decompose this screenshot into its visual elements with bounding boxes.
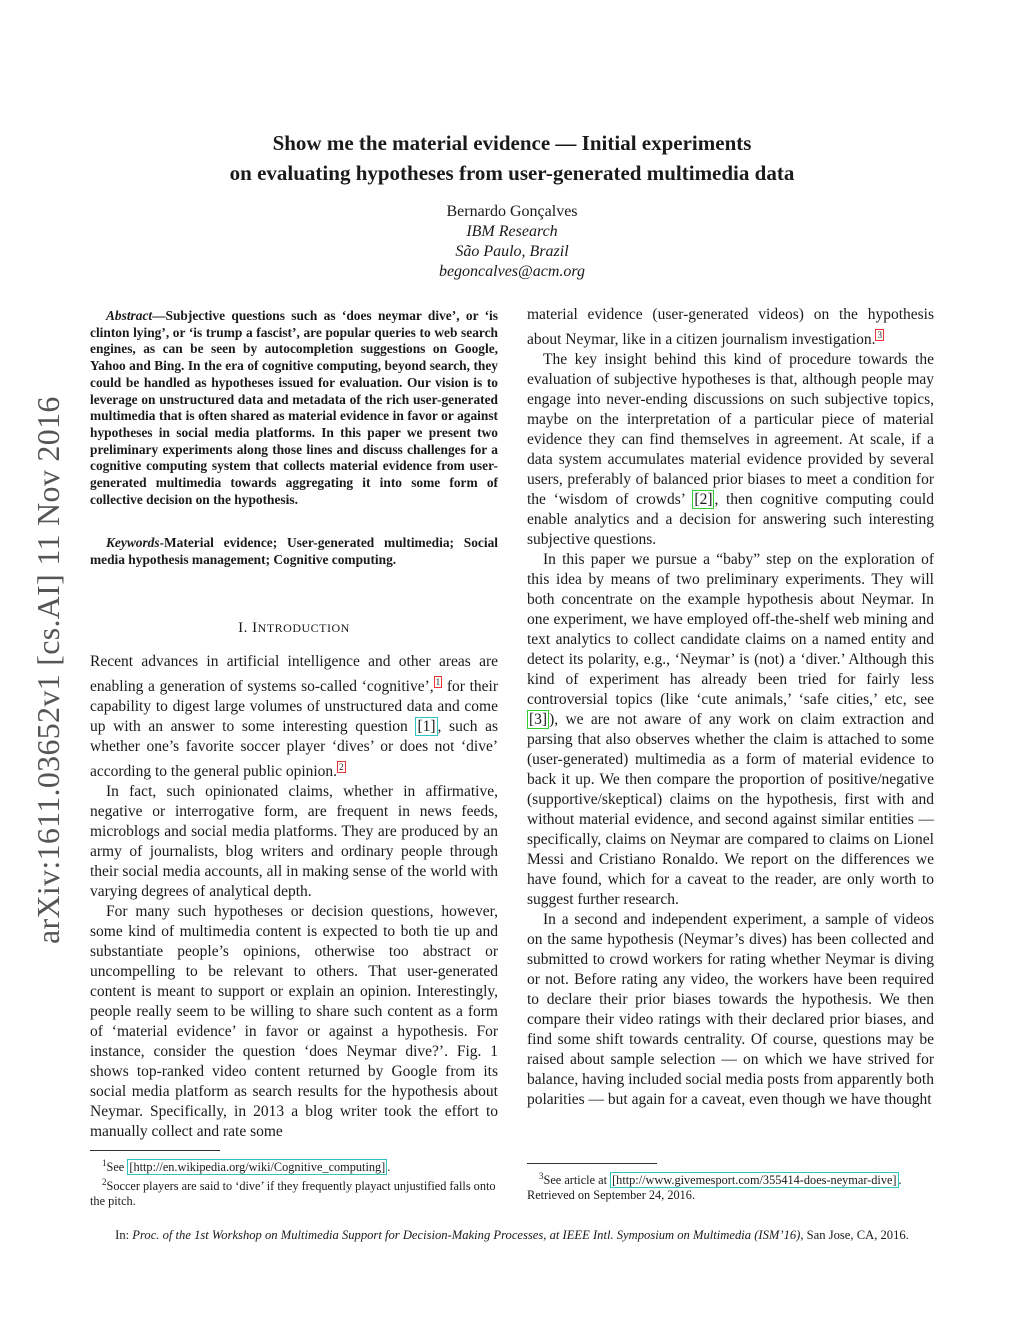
citation-link-1[interactable]: [1]: [417, 718, 436, 736]
footnote-ref-3[interactable]: 3: [877, 330, 882, 340]
footnote-rule: [90, 1150, 220, 1151]
section-title-first: I: [252, 620, 258, 636]
paragraph: In a second and independent experiment, a sample of videos on the same hypothesis (Neymar’s dives) has been collected and submitted to crowd workers for rating whether Neymar is diving or not. Before rating any video, the workers have been required to declare their prior biases towards the hypothesis. We then compare their video ratings with their declared prior biases, and find some shift towards centrality. Of course, questions may be raised about sample selection — on which we have strived for balance, having included social media posts from apparently both polarities — but again for a caveat, even though we have thought: [527, 911, 934, 1109]
arxiv-stamp-text: arXiv:1611.03652v1 [cs.AI] 11 Nov 2016: [30, 396, 66, 944]
citation-link-3[interactable]: [3]: [529, 711, 548, 729]
paragraph: In this paper we pursue a “baby” step on the exploration of this idea by means of two preliminary experiments. They will both concentrate on the example hypothesis about Neymar. In one experiment, we have employed off-the-shelf web mining and text analytics to collect candidate claims on a named entity and detect its polarity, e.g., ‘Neymar’ is (not) a ‘diver.’ Although this kind of experiment has already been tried for fairly less controversial topics (like ‘cute animals,’ ‘safe cities,’ etc, see [3] ), we are not aware of any work on claim extraction and parsing that also observes whether the claim is attached to some (user-generated) multimedia as a form of material evidence to back it up. We then compare the proportion of positive/negative (supportive/skeptical) claims on the hypothesis, first with and without material evidence, and second against similar entities — specifically, claims on Neymar are compared to claims on Lionel Messi and Cristiano Ronaldo. We report on the differences we have found, which for a caveat to the reader, are only worth to suggest further research.: [527, 551, 934, 909]
paper-title: [100, 128, 924, 188]
venue: Proc. of the 1st Workshop on Multimedia Support for Decision-Making Processes, at IEEE Intl. Symposium on Multimedia (ISM’16): [132, 1228, 801, 1242]
paragraph: The key insight behind this kind of procedure towards the evaluation of subjective hypotheses is that, although people may engage into never-ending discussions on such subjective topics, maybe on the interpretation of a particular piece of material evidence they can find themselves in agreement. At scale, if a data system accumulates material evidence provided by several users, preferably of balanced prior biases to meet a condition for the ‘wisdom of crowds’ [2] , then cognitive computing could enable analytics and a decision for answering such interesting subjective questions.: [527, 351, 934, 549]
footnote-3: $^3$See article at [http://www.givemesport.com/355414-does-neymar-dive] . Retrieved on September 24, 2016.: [527, 1171, 902, 1203]
footnote-2: $^2$Soccer players are said to ‘dive’ if they frequently playact unjustified falls onto the pitch.: [90, 1177, 496, 1209]
footnote-1-link[interactable]: [http://en.wikipedia.org/wiki/Cognitive_computing]: [129, 1160, 386, 1175]
keywords-label: Keywords: [106, 535, 160, 550]
abstract: [90, 308, 498, 508]
footnote-ref-1[interactable]: 1: [435, 677, 441, 687]
paragraph: For many such hypotheses or decision questions, however, some kind of multimedia content is expected to both tie up and substantiate people’s opinions, otherwise too abstract or uncompelling to be relevant to others. That user-generated content is meant to support or explain an opinion. Interestingly, people really seem to be willing to share such content as a form of ‘material evidence’ in favor or against a hypothesis. For instance, consider the question ‘does Neymar dive?’. Fig. 1 shows top-ranked video content returned by Google from its social media platform as search results for the hypothesis about Neymar. Specifically, in 2013 a blog writer took the effort to manually collect and rate some: [90, 903, 498, 1141]
footnote-1: $^1$See [http://en.wikipedia.org/wiki/Cognitive_computing] .: [102, 1158, 391, 1175]
footnote-ref-2[interactable]: 2: [339, 762, 344, 773]
section-number: I.: [238, 620, 248, 636]
footnote-rule: [527, 1163, 657, 1164]
footnotes-right: [527, 1163, 934, 1203]
keywords: [90, 535, 498, 568]
paragraph: In fact, such opinionated claims, whether in affirmative, negative or interrogative form, are frequent in news feeds, microblogs and social media platforms. They are produced by an army of journalists, blog writers and ordinary people through their social media accounts, all in making sense of the world with varying degrees of analytical depth.: [90, 783, 498, 901]
abstract-text: —Subjective questions such as ‘does neymar dive’, or ‘is clinton lying’, or ‘is trump a fascist’, are popular queries to web search engines, as can be seen by autocompletion suggestions on Google, Yahoo and Bing. In the era of cognitive computing, beyond search, they could be handled as hypotheses issued for evaluation. Our vision is to leverage on unstructured data and metadata of the rich user-generated multimedia that is often shared as material evidence in favor or against hypotheses in social media platforms. In this paper we present two preliminary experiments along those lines and discuss challenges for a cognitive computing system that collects material evidence from user-generated multimedia towards aggregating it into some form of collective decision on the hypothesis.: [90, 308, 498, 507]
author-email: begoncalves@acm.org: [438, 263, 586, 280]
author-name: Bernardo Gonçalves: [446, 203, 578, 220]
author-block: [200, 202, 824, 282]
citation-footer: In: Proc. of the 1st Workshop on Multimedia Support for Decision-Making Processes, at IEEE Intl. Symposium on Multimedia (ISM’16), San Jose, CA, 2016.: [115, 1228, 909, 1242]
author-affiliation: IBM Research: [466, 223, 558, 240]
intro-right-column: [527, 305, 934, 1110]
footnote-3-link[interactable]: [http://www.givemesport.com/355414-does-neymar-dive]: [612, 1173, 897, 1188]
section-title-rest: NTRODUCTION: [257, 621, 350, 635]
arxiv-stamp: [22, 352, 70, 952]
intro-left-column: [90, 652, 498, 1142]
section-heading: [90, 620, 498, 637]
keywords-text: -Material evidence; User-generated multimedia; Social media hypothesis management; Cognitive computing.: [90, 535, 498, 567]
title-line-1: Show me the material evidence — Initial experiments: [272, 131, 752, 155]
paragraph: Recent advances in artificial intelligence and other areas are enabling a generation of systems so-called ‘cognitive’, $^1$ for their capability to digest large volumes of unstructured data and come up with an answer to some interesting question [1] , such as whether one’s favorite soccer player ‘dives’ or does not ‘dive’ according to the general public opinion. $^2$: [90, 653, 498, 781]
author-location: São Paulo, Brazil: [455, 243, 569, 260]
footnotes-left: [90, 1150, 498, 1209]
citation-link-2[interactable]: [2]: [694, 491, 713, 509]
abstract-label: Abstract: [106, 308, 153, 323]
paragraph: material evidence (user-generated videos) on the hypothesis about Neymar, like in a citizen journalism investigation. $^3$: [527, 306, 934, 349]
title-line-2: on evaluating hypotheses from user-generated multimedia data: [229, 161, 795, 185]
